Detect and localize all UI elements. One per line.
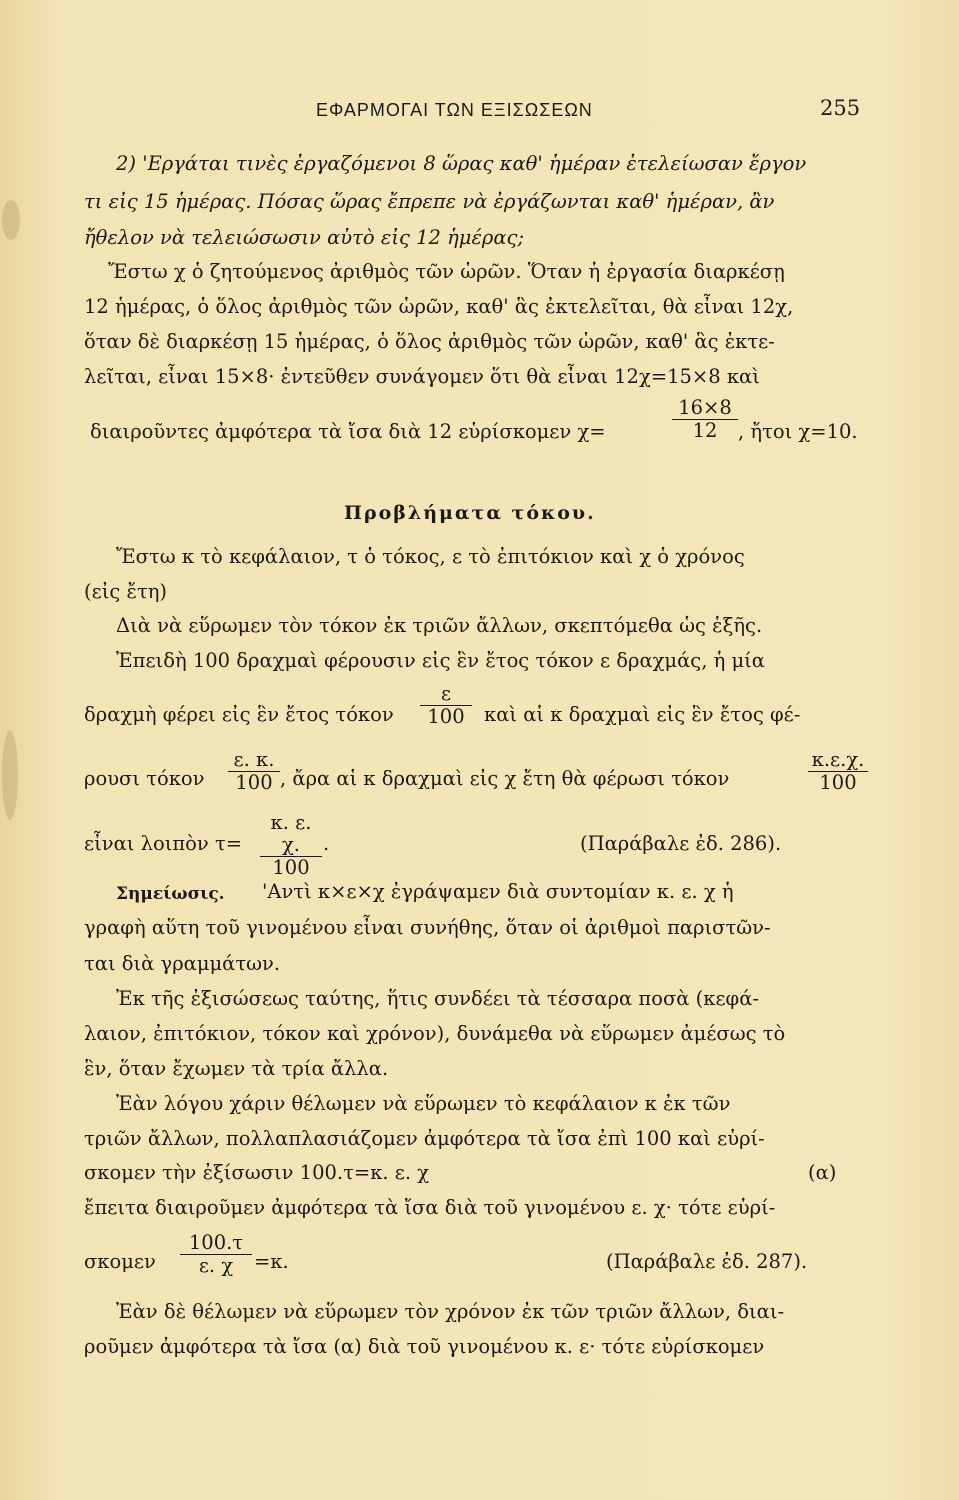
equation-tag-a: (α) [808, 1161, 837, 1184]
fraction-hours [672, 397, 738, 442]
fraction-numerator: κ.ε.χ. [808, 749, 868, 772]
note-line-2: γραφὴ αὕτη τοῦ γινομένου εἶναι συνήθης, ὅταν οἱ ἀριθμοὶ παριστῶν- [84, 916, 771, 939]
fraction-one-year [228, 749, 280, 794]
equation-line-9: Ἐὰν δὲ θέλωμεν νὰ εὕρωμεν τὸν χρόνον ἐκ τῶν τριῶν ἄλλων, διαι- [116, 1300, 785, 1323]
fraction-interest-formula [260, 812, 322, 879]
note-line-1: 'Αντὶ κ×ε×χ ἐγράψαμεν διὰ συντομίαν κ. ε. χ ἡ [262, 880, 734, 903]
interest-line-7-dot: . [323, 832, 330, 855]
fraction-denominator: 100 [272, 856, 310, 879]
problem2-line-2: τι εἰς 15 ἡμέρας. Πόσας ὥρας ἔπρεπε νὰ ἐργάζωνται καθ' ἡμέραν, ἂν [84, 190, 775, 213]
problem2-line-6: ὅταν δὲ διαρκέσῃ 15 ἡμέρας, ὁ ὅλος ἀριθμὸς τῶν ὡρῶν, καθ' ἃς ἐκτε- [84, 330, 775, 353]
equation-line-3: ἓν, ὅταν ἔχωμεν τὰ τρία ἄλλα. [84, 1057, 389, 1080]
interest-line-1: Ἔστω κ τὸ κεφάλαιον, τ ὁ τόκος, ε τὸ ἐπιτόκιον καὶ χ ὁ χρόνος [116, 545, 745, 568]
fraction-numerator: κ. ε. χ. [260, 812, 322, 857]
fraction-rate [420, 683, 472, 728]
interest-line-6b: , ἄρα αἱ κ δραχμαὶ εἰς χ ἔτη θὰ φέρωσι τόκον [280, 767, 730, 790]
fraction-capital [180, 1232, 252, 1277]
equation-line-8a: σκομεν [84, 1250, 156, 1273]
problem2-line-8b: , ἤτοι χ=10. [738, 420, 858, 443]
fraction-denominator: 100 [235, 771, 273, 794]
equation-line-1: Ἐκ τῆς ἐξισώσεως ταύτης, ἥτις συνδέει τὰ τέσσαρα ποσὰ (κεφά- [116, 987, 759, 1010]
equation-line-5: τριῶν ἄλλων, πολλαπλασιάζομεν ἀμφότερα τὰ ἴσα ἐπὶ 100 καὶ εὑρί- [84, 1127, 765, 1150]
interest-line-2: (εἰς ἔτη) [84, 580, 168, 603]
equation-line-8b: (Παράβαλε ἐδ. 287). [606, 1250, 808, 1273]
fraction-denominator: 12 [692, 419, 718, 442]
fraction-numerator: ε. κ. [228, 749, 280, 772]
interest-line-7a: εἶναι λοιπὸν τ= [84, 832, 243, 855]
fraction-denominator: ε. χ [198, 1254, 234, 1277]
problem2-line-7: λεῖται, εἶναι 15×8· ἐντεῦθεν συνάγομεν ὅτι θὰ εἶναι 12χ=15×8 καὶ [84, 365, 760, 388]
fraction-x-years [808, 749, 868, 794]
fraction-denominator: 100 [427, 705, 465, 728]
interest-line-3: Διὰ νὰ εὕρωμεν τὸν τόκον ἐκ τριῶν ἄλλων, σκεπτόμεθα ὡς ἑξῆς. [116, 614, 763, 637]
note-label: Σημείωσις. [116, 884, 225, 904]
problem2-line-8a: διαιροῦντες ἀμφότερα τὰ ἴσα διὰ 12 εὑρίσκομεν χ= [90, 420, 606, 443]
interest-line-6a: ρουσι τόκον [84, 767, 205, 790]
note-line-3: ται διὰ γραμμάτων. [84, 952, 281, 975]
equation-line-8-equals: =κ. [254, 1250, 289, 1273]
equation-line-6: σκομεν τὴν ἐξίσωσιν 100.τ=κ. ε. χ [84, 1161, 430, 1184]
problem2-line-4: Ἔστω χ ὁ ζητούμενος ἀριθμὸς τῶν ὡρῶν. Ὅταν ἡ ἐργασία διαρκέσῃ [108, 260, 785, 283]
equation-line-2: λαιον, ἐπιτόκιον, τόκον καὶ χρόνον), δυνάμεθα νὰ εὕρωμεν ἀμέσως τὸ [84, 1022, 786, 1045]
fraction-denominator: 100 [819, 771, 857, 794]
interest-line-5a: δραχμὴ φέρει εἰς ἓν ἔτος τόκον [84, 703, 394, 726]
interest-line-4: Ἐπειδὴ 100 δραχμαὶ φέρουσιν εἰς ἓν ἔτος τόκον ε δραχμάς, ἡ μία [116, 649, 765, 672]
running-header: ΕΦΑΡΜΟΓΑΙ ΤΩΝ ΕΞΙΣΩΣΕΩΝ [316, 100, 593, 120]
fraction-numerator: 16×8 [672, 397, 738, 420]
equation-line-7: ἔπειτα διαιροῦμεν ἀμφότερα τὰ ἴσα διὰ τοῦ γινομένου ε. χ· τότε εὑρί- [84, 1196, 776, 1219]
problem2-line-1: 2) 'Εργάται τινὲς ἐργαζόμενοι 8 ὥρας καθ' ἡμέραν ἐτελείωσαν ἔργον [116, 152, 807, 175]
equation-line-4: Ἐὰν λόγου χάριν θέλωμεν νὰ εὕρωμεν τὸ κεφάλαιον κ ἐκ τῶν [116, 1092, 731, 1115]
problem2-line-3: ἤθελον νὰ τελειώσωσιν αὐτὸ εἰς 12 ἡμέρας; [84, 226, 525, 249]
interest-line-7b: (Παράβαλε ἐδ. 286). [580, 832, 782, 855]
page-number: 255 [820, 96, 861, 120]
problem2-line-5: 12 ἡμέρας, ὁ ὅλος ἀριθμὸς τῶν ὡρῶν, καθ' ἃς ἐκτελεῖται, θὰ εἶναι 12χ, [84, 295, 794, 318]
equation-line-10: ροῦμεν ἀμφότερα τὰ ἴσα (α) διὰ τοῦ γινομένου κ. ε· τότε εὑρίσκομεν [84, 1335, 765, 1358]
section-title: Προβλήματα τόκου. [344, 502, 596, 524]
fraction-numerator: 100.τ [180, 1232, 252, 1255]
interest-line-5b: καὶ αἱ κ δραχμαὶ εἰς ἓν ἔτος φέ- [484, 703, 801, 726]
fraction-numerator: ε [420, 683, 472, 706]
